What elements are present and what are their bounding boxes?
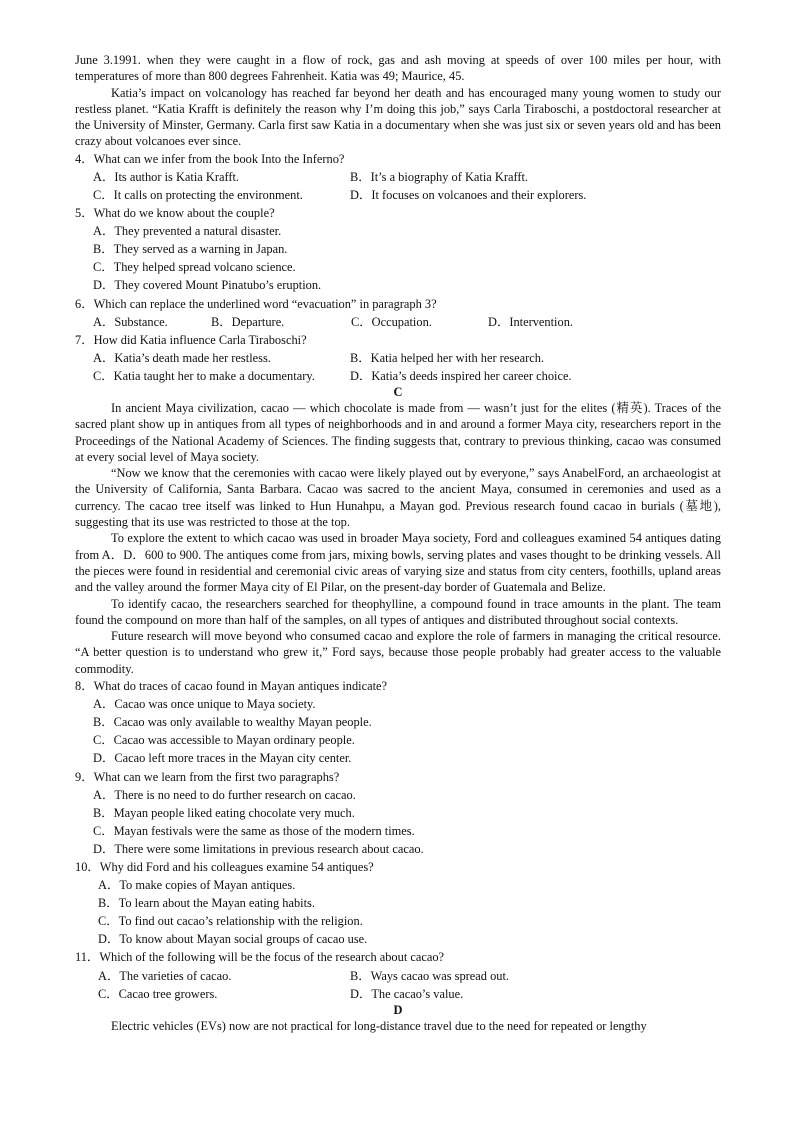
- section-d-heading: D: [393, 1002, 403, 1017]
- option-d: D．Intervention.: [488, 314, 573, 329]
- question-stem: 10．Why did Ford and his colleagues examine 54 antiques?: [75, 859, 374, 874]
- question-8: [75, 677, 721, 767]
- question-9: [75, 768, 721, 858]
- section-c-paragraph-4: To identify cacao, the researchers searched for theophylline, a compound found in trace amounts in the plant. The team found the compound on more than half of the samples, on all types of antiques and distributed throughout social contexts.: [75, 596, 721, 627]
- option-d: D．The cacao’s value.: [350, 986, 464, 1001]
- option-b: B．They served as a warning in Japan.: [93, 242, 288, 257]
- option-c: C．Mayan festivals were the same as those of the modern times.: [93, 823, 415, 838]
- section-c-heading: C: [393, 385, 403, 399]
- question-stem: 8．What do traces of cacao found in Mayan antiques indicate?: [75, 679, 388, 694]
- question-stem: 5．What do we know about the couple?: [75, 206, 275, 221]
- section-d-paragraph-1: Electric vehicles (EVs) now are not practical for long-distance travel due to the need for repeated or lengthy: [111, 1018, 647, 1033]
- option-d: D．There were some limitations in previous research about cacao.: [93, 841, 424, 856]
- option-c: C．It calls on protecting the environment.: [93, 187, 303, 202]
- exam-page: [75, 52, 721, 1034]
- question-6: [75, 295, 721, 331]
- option-b: B．Departure.: [211, 314, 285, 329]
- option-b: B．Mayan people liked eating chocolate very much.: [93, 805, 355, 820]
- option-a: A．There is no need to do further research on cacao.: [93, 787, 356, 802]
- section-c-paragraph-3: To explore the extent to which cacao was used in broader Maya society, Ford and colleagues examined 54 antiques dating from A．D．600 to 900. The antiques come from jars, mixing bowls, serving plates and vases thought to be drinking vessels. All the pieces were found in residential and ceremonial civic areas of varying size and status from city centers, foothills, upland areas and the valley around the former Maya city of El Pilar, on the present-day border of Guatemala and Belize.: [75, 531, 721, 595]
- question-10: [75, 858, 721, 948]
- question-11: [75, 948, 721, 1002]
- option-d: D．Cacao left more traces in the Mayan city center.: [93, 751, 352, 766]
- section-c-paragraph-1: In ancient Maya civilization, cacao — which chocolate is made from — wasn’t just for the elites (精英). Traces of the sacred plant show up in antiques from all types of neighborhoods and in and around a former Maya city, researchers report in the Proceedings of the National Academy of Sciences. The finding suggests that, contrary to previous thinking, cacao was consumed at every social level of Maya society.: [75, 401, 721, 464]
- question-stem: 4．What can we infer from the book Into the Inferno?: [75, 151, 345, 166]
- option-c: C．Katia taught her to make a documentary.: [93, 368, 315, 383]
- option-a: A．To make copies of Mayan antiques.: [98, 878, 296, 893]
- option-b: B．It’s a biography of Katia Krafft.: [350, 169, 529, 184]
- option-a: A．Substance.: [93, 314, 168, 329]
- option-d: D．It focuses on volcanoes and their explorers.: [350, 187, 587, 202]
- option-a: A．The varieties of cacao.: [98, 968, 232, 983]
- option-c: C．Cacao was accessible to Mayan ordinary people.: [93, 733, 355, 748]
- intro-paragraph-1: June 3.1991. when they were caught in a flow of rock, gas and ash moving at speeds of over 100 miles per hour, with temperatures of more than 800 degrees Fahrenheit. Katia was 49; Maurice, 45.: [75, 53, 721, 84]
- option-d: D．They covered Mount Pinatubo’s eruption.: [93, 278, 322, 293]
- option-a: A．They prevented a natural disaster.: [93, 224, 282, 239]
- option-a: A．Cacao was once unique to Maya society.: [93, 697, 316, 712]
- section-c-paragraph-2: “Now we know that the ceremonies with cacao were likely played out by everyone,” says AnabelFord, an archaeologist at the University of California, Santa Barbara. Cacao was sacred to the ancient Maya, consumed in ceremonies and used as a currency. The cacao tree itself was linked to Hun Hunahpu, a Mayan god. Previous research found cacao in burials (墓地), suggesting that its use was restricted to those at the top.: [75, 466, 721, 530]
- question-stem: 7．How did Katia influence Carla Tiraboschi?: [75, 332, 307, 347]
- option-c: C．Occupation.: [351, 314, 432, 329]
- section-c-paragraph-5: Future research will move beyond who consumed cacao and explore the role of farmers in managing the critical resource. “A better question is to understand who grew it,” Ford says, because those people probably had greater access to the valuable commodity.: [75, 629, 721, 676]
- option-c: C．Cacao tree growers.: [98, 986, 218, 1001]
- option-a: A．Its author is Katia Krafft.: [93, 169, 240, 184]
- option-c: C．They helped spread volcano science.: [93, 260, 296, 275]
- option-b: B．Cacao was only available to wealthy Mayan people.: [93, 715, 372, 730]
- question-7: [75, 331, 721, 385]
- option-b: B．Ways cacao was spread out.: [350, 968, 509, 983]
- option-a: A．Katia’s death made her restless.: [93, 350, 271, 365]
- option-b: B．To learn about the Mayan eating habits.: [98, 896, 315, 911]
- option-b: B．Katia helped her with her research.: [350, 350, 545, 365]
- option-d: D．To know about Mayan social groups of cacao use.: [98, 932, 368, 947]
- question-stem: 9．What can we learn from the first two paragraphs?: [75, 769, 340, 784]
- option-d: D．Katia’s deeds inspired her career choice.: [350, 368, 572, 383]
- question-stem: 11．Which of the following will be the focus of the research about cacao?: [75, 950, 445, 965]
- option-c: C．To find out cacao’s relationship with the religion.: [98, 914, 363, 929]
- question-stem: 6．Which can replace the underlined word “evacuation” in paragraph 3?: [75, 296, 437, 311]
- intro-paragraph-2: Katia’s impact on volcanology has reached far beyond her death and has encouraged many young women to study our restless planet. “Katia Krafft is definitely the reason why I’m doing this job,” says Carla Tiraboschi, a postdoctoral researcher at the University of Minster, Germany. Carla first saw Katia in a documentary when she was just six or seven years old and has been crazy about volcanoes ever since.: [75, 85, 721, 149]
- question-4: [75, 150, 721, 204]
- question-5: [75, 204, 721, 294]
